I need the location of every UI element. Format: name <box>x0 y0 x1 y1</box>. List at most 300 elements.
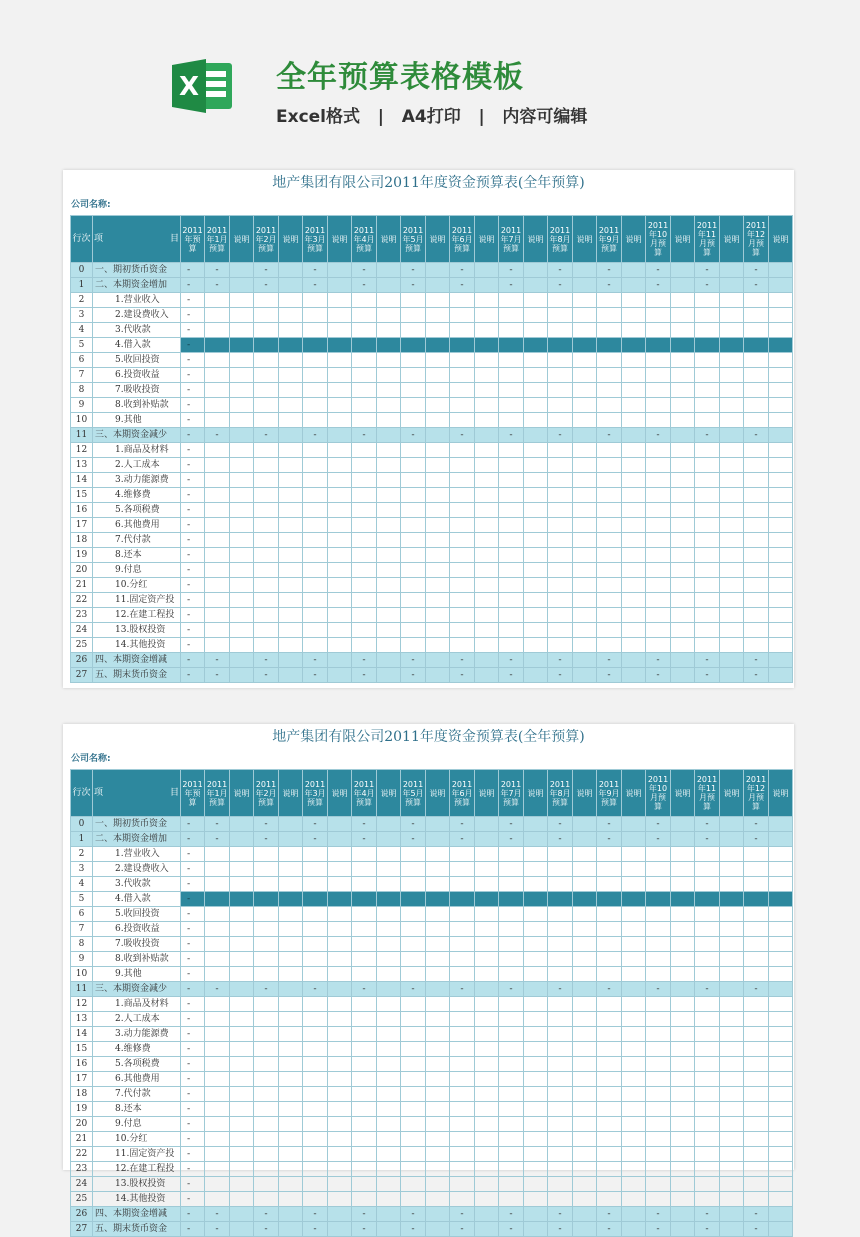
month-budget-cell[interactable] <box>205 1177 230 1192</box>
month-budget-cell[interactable] <box>548 1117 573 1132</box>
note-cell[interactable] <box>426 593 450 608</box>
note-cell[interactable] <box>426 518 450 533</box>
month-budget-cell[interactable] <box>646 1192 671 1207</box>
month-budget-cell[interactable] <box>499 518 524 533</box>
note-cell[interactable] <box>279 847 303 862</box>
note-cell[interactable] <box>230 518 254 533</box>
month-budget-cell[interactable] <box>450 338 475 353</box>
note-cell[interactable] <box>622 293 646 308</box>
month-budget-cell[interactable] <box>254 308 279 323</box>
note-cell[interactable] <box>622 1147 646 1162</box>
month-budget-cell[interactable] <box>205 533 230 548</box>
month-budget-cell[interactable] <box>499 293 524 308</box>
note-cell[interactable] <box>622 623 646 638</box>
month-budget-cell[interactable] <box>303 1192 328 1207</box>
note-cell[interactable] <box>720 1132 744 1147</box>
month-budget-cell[interactable] <box>254 623 279 638</box>
month-budget-cell[interactable] <box>695 368 720 383</box>
note-cell[interactable] <box>573 1102 597 1117</box>
month-budget-cell[interactable] <box>450 638 475 653</box>
month-budget-cell[interactable] <box>695 1102 720 1117</box>
month-budget-cell[interactable] <box>695 488 720 503</box>
month-budget-cell[interactable]: - <box>450 1207 475 1222</box>
month-budget-cell[interactable] <box>303 892 328 907</box>
note-cell[interactable] <box>230 593 254 608</box>
note-cell[interactable] <box>279 982 303 997</box>
note-cell[interactable] <box>622 1012 646 1027</box>
note-cell[interactable] <box>524 1207 548 1222</box>
note-cell[interactable] <box>377 877 401 892</box>
month-budget-cell[interactable] <box>597 1042 622 1057</box>
month-budget-cell[interactable] <box>450 503 475 518</box>
month-budget-cell[interactable] <box>548 1162 573 1177</box>
month-budget-cell[interactable] <box>744 847 769 862</box>
note-cell[interactable] <box>328 1207 352 1222</box>
month-budget-cell[interactable] <box>303 1042 328 1057</box>
note-cell[interactable] <box>720 982 744 997</box>
month-budget-cell[interactable]: - <box>695 832 720 847</box>
month-budget-cell[interactable] <box>695 1117 720 1132</box>
month-budget-cell[interactable] <box>254 1192 279 1207</box>
month-budget-cell[interactable]: - <box>548 1222 573 1237</box>
month-budget-cell[interactable] <box>205 503 230 518</box>
month-budget-cell[interactable] <box>450 413 475 428</box>
month-budget-cell[interactable] <box>548 877 573 892</box>
month-budget-cell[interactable] <box>646 293 671 308</box>
month-budget-cell[interactable] <box>303 1012 328 1027</box>
month-budget-cell[interactable] <box>744 368 769 383</box>
note-cell[interactable] <box>426 1117 450 1132</box>
note-cell[interactable] <box>279 338 303 353</box>
note-cell[interactable] <box>769 907 793 922</box>
note-cell[interactable] <box>475 982 499 997</box>
note-cell[interactable] <box>328 937 352 952</box>
note-cell[interactable] <box>622 1042 646 1057</box>
month-budget-cell[interactable] <box>352 323 377 338</box>
month-budget-cell[interactable]: - <box>205 653 230 668</box>
month-budget-cell[interactable]: - <box>303 668 328 683</box>
month-budget-cell[interactable] <box>254 323 279 338</box>
note-cell[interactable] <box>720 518 744 533</box>
month-budget-cell[interactable] <box>303 473 328 488</box>
note-cell[interactable] <box>328 1162 352 1177</box>
month-budget-cell[interactable] <box>205 997 230 1012</box>
month-budget-cell[interactable] <box>205 443 230 458</box>
note-cell[interactable] <box>230 308 254 323</box>
month-budget-cell[interactable] <box>303 413 328 428</box>
month-budget-cell[interactable] <box>646 922 671 937</box>
note-cell[interactable] <box>720 937 744 952</box>
month-budget-cell[interactable] <box>303 443 328 458</box>
month-budget-cell[interactable] <box>548 548 573 563</box>
note-cell[interactable] <box>622 997 646 1012</box>
note-cell[interactable] <box>230 338 254 353</box>
month-budget-cell[interactable] <box>499 473 524 488</box>
month-budget-cell[interactable] <box>597 518 622 533</box>
month-budget-cell[interactable] <box>254 443 279 458</box>
month-budget-cell[interactable] <box>205 593 230 608</box>
note-cell[interactable] <box>769 892 793 907</box>
month-budget-cell[interactable] <box>450 623 475 638</box>
month-budget-cell[interactable]: - <box>597 653 622 668</box>
note-cell[interactable] <box>524 293 548 308</box>
note-cell[interactable] <box>573 473 597 488</box>
note-cell[interactable] <box>230 413 254 428</box>
month-budget-cell[interactable] <box>499 1027 524 1042</box>
month-budget-cell[interactable] <box>450 398 475 413</box>
note-cell[interactable] <box>671 488 695 503</box>
note-cell[interactable] <box>279 638 303 653</box>
month-budget-cell[interactable] <box>646 847 671 862</box>
note-cell[interactable] <box>622 862 646 877</box>
month-budget-cell[interactable]: - <box>499 982 524 997</box>
note-cell[interactable] <box>279 593 303 608</box>
month-budget-cell[interactable] <box>744 293 769 308</box>
note-cell[interactable] <box>377 488 401 503</box>
month-budget-cell[interactable] <box>597 563 622 578</box>
month-budget-cell[interactable] <box>646 548 671 563</box>
month-budget-cell[interactable] <box>450 937 475 952</box>
note-cell[interactable] <box>426 1147 450 1162</box>
note-cell[interactable] <box>671 1147 695 1162</box>
note-cell[interactable] <box>769 1072 793 1087</box>
note-cell[interactable] <box>230 997 254 1012</box>
month-budget-cell[interactable]: - <box>254 982 279 997</box>
month-budget-cell[interactable] <box>352 877 377 892</box>
month-budget-cell[interactable] <box>352 443 377 458</box>
month-budget-cell[interactable]: - <box>499 653 524 668</box>
note-cell[interactable] <box>279 443 303 458</box>
note-cell[interactable] <box>230 1057 254 1072</box>
month-budget-cell[interactable] <box>597 922 622 937</box>
note-cell[interactable] <box>524 1222 548 1237</box>
note-cell[interactable] <box>279 997 303 1012</box>
month-budget-cell[interactable] <box>450 533 475 548</box>
note-cell[interactable] <box>573 1132 597 1147</box>
note-cell[interactable] <box>573 368 597 383</box>
note-cell[interactable] <box>328 1102 352 1117</box>
month-budget-cell[interactable]: - <box>254 832 279 847</box>
month-budget-cell[interactable] <box>744 608 769 623</box>
note-cell[interactable] <box>573 937 597 952</box>
month-budget-cell[interactable] <box>744 593 769 608</box>
month-budget-cell[interactable] <box>597 1177 622 1192</box>
note-cell[interactable] <box>475 1222 499 1237</box>
annual-budget-cell[interactable]: - <box>181 518 205 533</box>
note-cell[interactable] <box>573 832 597 847</box>
annual-budget-cell[interactable]: - <box>181 922 205 937</box>
note-cell[interactable] <box>230 563 254 578</box>
note-cell[interactable] <box>524 488 548 503</box>
month-budget-cell[interactable] <box>450 473 475 488</box>
month-budget-cell[interactable] <box>401 533 426 548</box>
month-budget-cell[interactable] <box>401 1177 426 1192</box>
month-budget-cell[interactable] <box>646 353 671 368</box>
note-cell[interactable] <box>377 922 401 937</box>
note-cell[interactable] <box>720 533 744 548</box>
month-budget-cell[interactable] <box>597 862 622 877</box>
note-cell[interactable] <box>328 638 352 653</box>
month-budget-cell[interactable] <box>695 608 720 623</box>
note-cell[interactable] <box>279 862 303 877</box>
month-budget-cell[interactable]: - <box>695 982 720 997</box>
month-budget-cell[interactable] <box>548 1177 573 1192</box>
month-budget-cell[interactable] <box>401 353 426 368</box>
month-budget-cell[interactable] <box>695 1057 720 1072</box>
month-budget-cell[interactable] <box>499 997 524 1012</box>
note-cell[interactable] <box>426 1207 450 1222</box>
month-budget-cell[interactable]: - <box>744 263 769 278</box>
month-budget-cell[interactable] <box>499 892 524 907</box>
note-cell[interactable] <box>524 877 548 892</box>
month-budget-cell[interactable] <box>303 952 328 967</box>
note-cell[interactable] <box>328 548 352 563</box>
month-budget-cell[interactable] <box>597 967 622 982</box>
note-cell[interactable] <box>279 263 303 278</box>
note-cell[interactable] <box>230 428 254 443</box>
month-budget-cell[interactable]: - <box>548 817 573 832</box>
annual-budget-cell[interactable]: - <box>181 623 205 638</box>
note-cell[interactable] <box>671 1162 695 1177</box>
month-budget-cell[interactable] <box>597 892 622 907</box>
note-cell[interactable] <box>377 967 401 982</box>
note-cell[interactable] <box>769 1207 793 1222</box>
note-cell[interactable] <box>328 1117 352 1132</box>
month-budget-cell[interactable]: - <box>695 263 720 278</box>
note-cell[interactable] <box>426 1027 450 1042</box>
annual-budget-cell[interactable]: - <box>181 368 205 383</box>
note-cell[interactable] <box>426 293 450 308</box>
month-budget-cell[interactable] <box>548 967 573 982</box>
month-budget-cell[interactable] <box>303 323 328 338</box>
note-cell[interactable] <box>769 847 793 862</box>
annual-budget-cell[interactable]: - <box>181 1027 205 1042</box>
month-budget-cell[interactable] <box>303 1132 328 1147</box>
note-cell[interactable] <box>279 278 303 293</box>
month-budget-cell[interactable] <box>303 623 328 638</box>
month-budget-cell[interactable]: - <box>744 1207 769 1222</box>
month-budget-cell[interactable] <box>205 1012 230 1027</box>
note-cell[interactable] <box>720 263 744 278</box>
annual-budget-cell[interactable]: - <box>181 862 205 877</box>
note-cell[interactable] <box>524 862 548 877</box>
note-cell[interactable] <box>279 1147 303 1162</box>
note-cell[interactable] <box>671 428 695 443</box>
month-budget-cell[interactable] <box>401 293 426 308</box>
month-budget-cell[interactable] <box>744 548 769 563</box>
month-budget-cell[interactable] <box>597 413 622 428</box>
month-budget-cell[interactable] <box>597 398 622 413</box>
annual-budget-cell[interactable]: - <box>181 997 205 1012</box>
note-cell[interactable] <box>720 473 744 488</box>
note-cell[interactable] <box>573 293 597 308</box>
month-budget-cell[interactable]: - <box>695 1207 720 1222</box>
month-budget-cell[interactable] <box>695 877 720 892</box>
note-cell[interactable] <box>475 398 499 413</box>
note-cell[interactable] <box>622 548 646 563</box>
month-budget-cell[interactable] <box>352 1192 377 1207</box>
note-cell[interactable] <box>524 668 548 683</box>
month-budget-cell[interactable] <box>695 892 720 907</box>
month-budget-cell[interactable] <box>646 877 671 892</box>
note-cell[interactable] <box>475 907 499 922</box>
note-cell[interactable] <box>377 368 401 383</box>
note-cell[interactable] <box>230 922 254 937</box>
note-cell[interactable] <box>622 1192 646 1207</box>
month-budget-cell[interactable] <box>352 1072 377 1087</box>
note-cell[interactable] <box>524 368 548 383</box>
month-budget-cell[interactable] <box>744 967 769 982</box>
note-cell[interactable] <box>426 443 450 458</box>
note-cell[interactable] <box>671 937 695 952</box>
note-cell[interactable] <box>573 1057 597 1072</box>
note-cell[interactable] <box>426 278 450 293</box>
note-cell[interactable] <box>769 1177 793 1192</box>
note-cell[interactable] <box>671 293 695 308</box>
note-cell[interactable] <box>622 488 646 503</box>
note-cell[interactable] <box>328 982 352 997</box>
note-cell[interactable] <box>475 862 499 877</box>
note-cell[interactable] <box>328 533 352 548</box>
month-budget-cell[interactable] <box>450 1072 475 1087</box>
month-budget-cell[interactable] <box>254 952 279 967</box>
note-cell[interactable] <box>671 982 695 997</box>
annual-budget-cell[interactable]: - <box>181 653 205 668</box>
note-cell[interactable] <box>279 1207 303 1222</box>
month-budget-cell[interactable] <box>499 368 524 383</box>
note-cell[interactable] <box>524 892 548 907</box>
note-cell[interactable] <box>426 847 450 862</box>
note-cell[interactable] <box>475 458 499 473</box>
month-budget-cell[interactable] <box>303 1057 328 1072</box>
note-cell[interactable] <box>377 308 401 323</box>
note-cell[interactable] <box>524 1057 548 1072</box>
month-budget-cell[interactable] <box>646 892 671 907</box>
note-cell[interactable] <box>524 907 548 922</box>
month-budget-cell[interactable] <box>450 1042 475 1057</box>
month-budget-cell[interactable] <box>548 323 573 338</box>
note-cell[interactable] <box>475 653 499 668</box>
note-cell[interactable] <box>377 1117 401 1132</box>
month-budget-cell[interactable] <box>695 1027 720 1042</box>
month-budget-cell[interactable] <box>352 533 377 548</box>
note-cell[interactable] <box>328 503 352 518</box>
month-budget-cell[interactable] <box>401 458 426 473</box>
month-budget-cell[interactable]: - <box>352 653 377 668</box>
note-cell[interactable] <box>524 593 548 608</box>
note-cell[interactable] <box>671 353 695 368</box>
note-cell[interactable] <box>671 338 695 353</box>
month-budget-cell[interactable] <box>646 997 671 1012</box>
month-budget-cell[interactable] <box>499 338 524 353</box>
note-cell[interactable] <box>279 563 303 578</box>
month-budget-cell[interactable] <box>744 1162 769 1177</box>
note-cell[interactable] <box>328 428 352 443</box>
note-cell[interactable] <box>426 353 450 368</box>
month-budget-cell[interactable] <box>695 563 720 578</box>
month-budget-cell[interactable]: - <box>646 278 671 293</box>
month-budget-cell[interactable]: - <box>254 263 279 278</box>
month-budget-cell[interactable]: - <box>597 263 622 278</box>
note-cell[interactable] <box>230 533 254 548</box>
month-budget-cell[interactable] <box>352 862 377 877</box>
note-cell[interactable] <box>671 1132 695 1147</box>
note-cell[interactable] <box>475 563 499 578</box>
note-cell[interactable] <box>377 533 401 548</box>
annual-budget-cell[interactable]: - <box>181 832 205 847</box>
note-cell[interactable] <box>279 952 303 967</box>
note-cell[interactable] <box>230 817 254 832</box>
note-cell[interactable] <box>475 1057 499 1072</box>
note-cell[interactable] <box>279 937 303 952</box>
month-budget-cell[interactable] <box>548 398 573 413</box>
note-cell[interactable] <box>279 668 303 683</box>
month-budget-cell[interactable] <box>548 413 573 428</box>
month-budget-cell[interactable] <box>205 323 230 338</box>
month-budget-cell[interactable] <box>401 1012 426 1027</box>
month-budget-cell[interactable] <box>205 383 230 398</box>
note-cell[interactable] <box>230 982 254 997</box>
note-cell[interactable] <box>475 623 499 638</box>
month-budget-cell[interactable] <box>352 458 377 473</box>
note-cell[interactable] <box>279 1102 303 1117</box>
month-budget-cell[interactable] <box>744 1057 769 1072</box>
month-budget-cell[interactable] <box>744 1132 769 1147</box>
month-budget-cell[interactable] <box>548 563 573 578</box>
month-budget-cell[interactable]: - <box>499 428 524 443</box>
note-cell[interactable] <box>573 428 597 443</box>
month-budget-cell[interactable] <box>695 1147 720 1162</box>
month-budget-cell[interactable] <box>597 368 622 383</box>
note-cell[interactable] <box>671 817 695 832</box>
note-cell[interactable] <box>671 847 695 862</box>
note-cell[interactable] <box>622 443 646 458</box>
month-budget-cell[interactable] <box>401 398 426 413</box>
note-cell[interactable] <box>475 1162 499 1177</box>
month-budget-cell[interactable] <box>695 443 720 458</box>
month-budget-cell[interactable] <box>548 1057 573 1072</box>
month-budget-cell[interactable] <box>205 368 230 383</box>
note-cell[interactable] <box>377 997 401 1012</box>
month-budget-cell[interactable] <box>597 1192 622 1207</box>
month-budget-cell[interactable] <box>548 518 573 533</box>
month-budget-cell[interactable]: - <box>597 668 622 683</box>
note-cell[interactable] <box>230 278 254 293</box>
month-budget-cell[interactable] <box>450 563 475 578</box>
note-cell[interactable] <box>230 1027 254 1042</box>
month-budget-cell[interactable] <box>205 877 230 892</box>
note-cell[interactable] <box>524 1012 548 1027</box>
note-cell[interactable] <box>769 458 793 473</box>
month-budget-cell[interactable] <box>695 1012 720 1027</box>
month-budget-cell[interactable] <box>548 1012 573 1027</box>
note-cell[interactable] <box>769 413 793 428</box>
month-budget-cell[interactable] <box>646 398 671 413</box>
month-budget-cell[interactable] <box>401 548 426 563</box>
month-budget-cell[interactable] <box>303 533 328 548</box>
note-cell[interactable] <box>573 458 597 473</box>
month-budget-cell[interactable]: - <box>695 428 720 443</box>
month-budget-cell[interactable] <box>744 578 769 593</box>
note-cell[interactable] <box>328 293 352 308</box>
month-budget-cell[interactable] <box>499 623 524 638</box>
note-cell[interactable] <box>377 353 401 368</box>
note-cell[interactable] <box>328 413 352 428</box>
note-cell[interactable] <box>279 1057 303 1072</box>
month-budget-cell[interactable] <box>205 1072 230 1087</box>
month-budget-cell[interactable] <box>744 413 769 428</box>
month-budget-cell[interactable] <box>352 1177 377 1192</box>
